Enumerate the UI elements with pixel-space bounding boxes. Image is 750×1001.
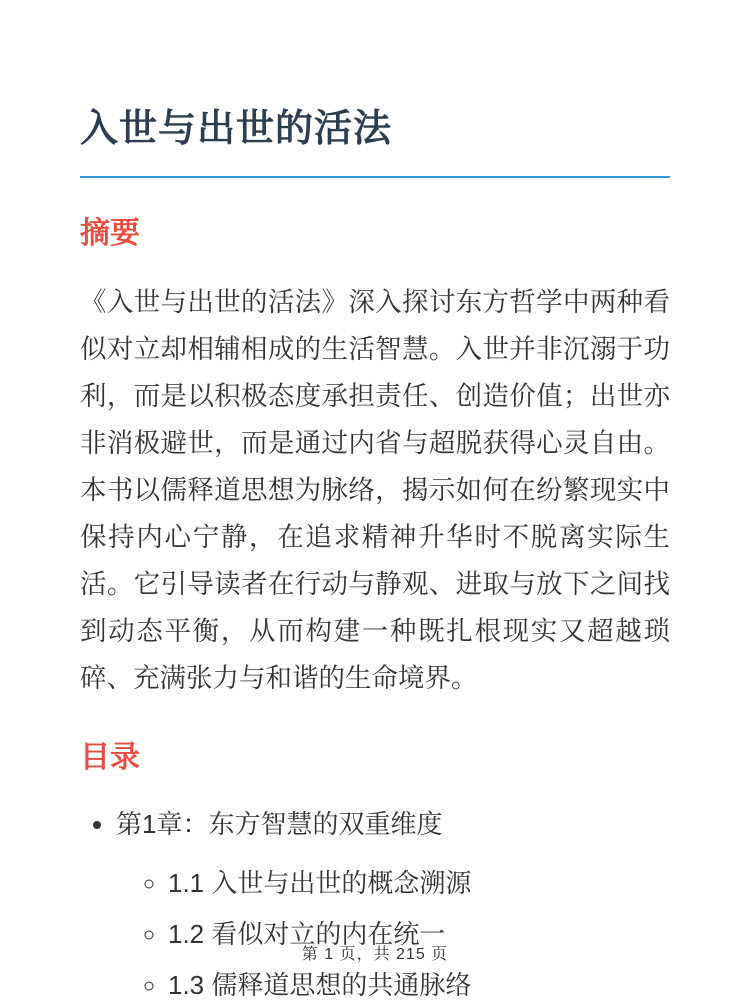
toc-section-item: ◦ 1.1 入世与出世的概念溯源 [168, 868, 670, 899]
toc-chapter-item [116, 806, 670, 1001]
toc-chapter-label: 第1章：东方智慧的双重维度 [116, 808, 443, 839]
page-title: 入世与出世的活法 [80, 106, 670, 178]
toc-sublist [116, 868, 670, 1001]
toc-list [80, 806, 670, 1001]
toc-heading: 目录 [80, 740, 140, 774]
toc-section-item: ◦ 1.3 儒释道思想的共通脉络 [168, 970, 670, 1001]
page-number-footer: 第 1 页，共 215 页 [301, 946, 449, 963]
abstract-heading: 摘要 [80, 216, 140, 250]
toc-section-item: ◦ 1.2 看似对立的内在统一 [168, 919, 670, 950]
abstract-paragraph: 《入世与出世的活法》深入探讨东方哲学中两种看似对立却相辅相成的生活智慧。入世并非沉溺于功利，而是以积极态度承担责任、创造价值；出世亦非消极避世，而是通过内省与超脱获得心灵自由。本书以儒释道思想为脉络，揭示如何在纷繁现实中保持内心宁静，在追求精神升华时不脱离实际生活。它引导读者在行动与静观、进取与放下之间找到动态平衡，从而构建一种既扎根现实又超越琐碎、充满张力与和谐的生命境界。 [80, 286, 670, 693]
